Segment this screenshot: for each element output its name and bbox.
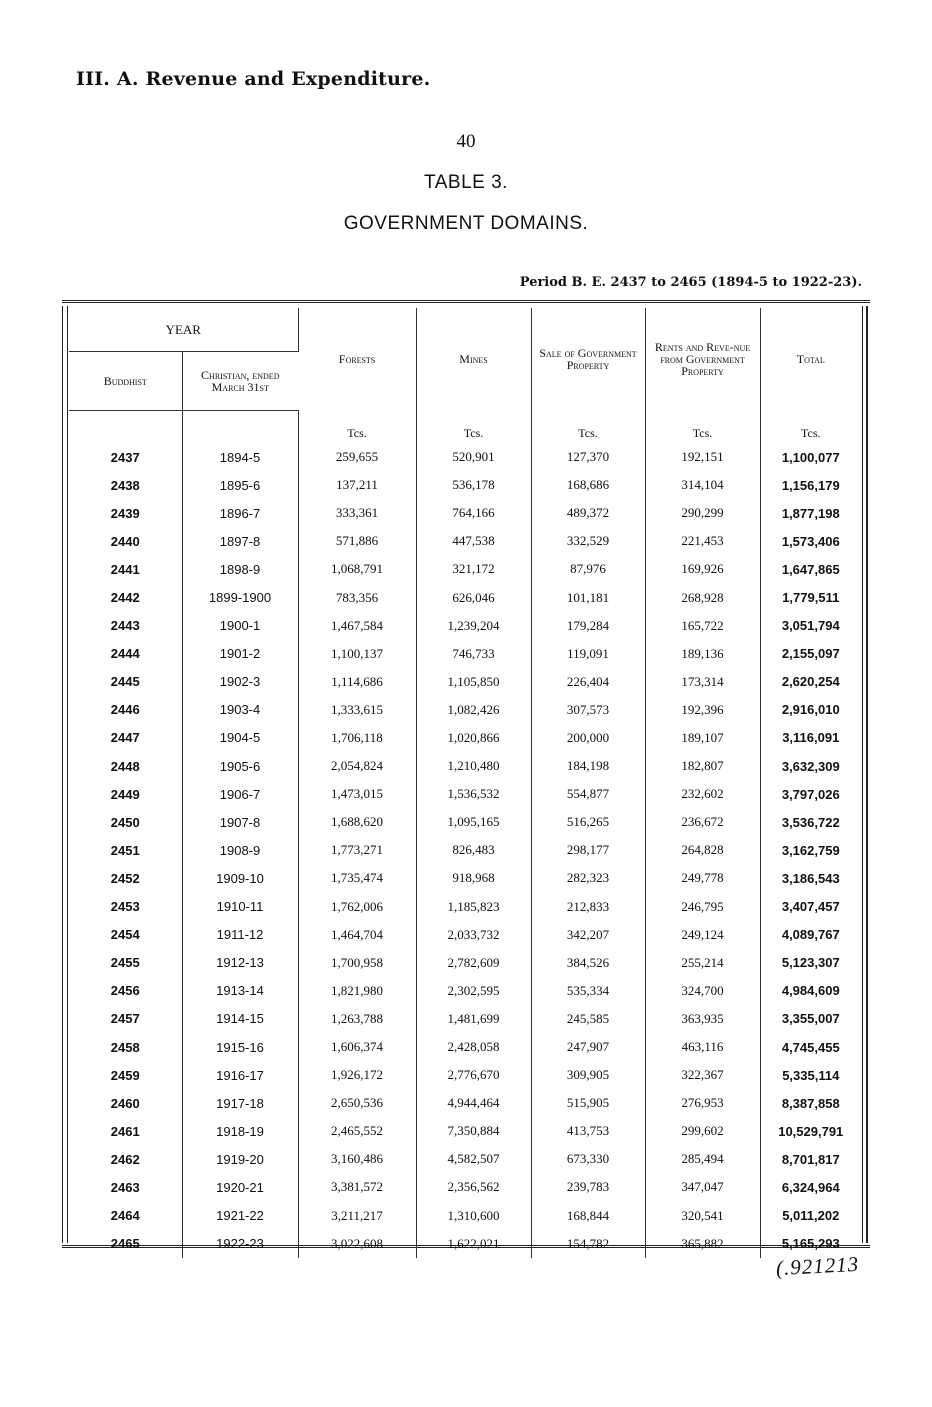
total-cell: 1,877,198 xyxy=(781,505,840,521)
rents-cell: 249,124 xyxy=(645,921,760,949)
sale-cell: 168,686 xyxy=(531,471,645,499)
table-subtitle: GOVERNMENT DOMAINS. xyxy=(343,213,589,234)
table-row xyxy=(69,949,861,977)
rents-cell: 276,953 xyxy=(645,1089,760,1117)
christian-year-cell: 1912-13 xyxy=(182,949,298,977)
forests-cell: 1,735,474 xyxy=(298,864,416,892)
christian-year-cell: 1905-6 xyxy=(182,752,298,780)
buddhist-cell: 2437 xyxy=(69,443,182,471)
table-row xyxy=(69,1173,861,1201)
buddhist-cell: 2464 xyxy=(69,1202,182,1230)
sale-cell: 309,905 xyxy=(531,1061,645,1089)
mines-cell: 2,782,609 xyxy=(416,949,531,977)
table-row xyxy=(69,1089,861,1117)
table-row xyxy=(69,499,861,527)
rents-cell: 255,214 xyxy=(645,949,760,977)
rents-cell: 165,722 xyxy=(645,612,760,640)
sale-cell: 127,370 xyxy=(531,443,645,471)
sale-cell: 516,265 xyxy=(531,808,645,836)
table-row xyxy=(69,977,861,1005)
table-row xyxy=(69,1230,861,1258)
mines-cell: 4,944,464 xyxy=(416,1089,531,1117)
forests-cell: 3,022,608 xyxy=(298,1230,416,1258)
mines-cell: 1,481,699 xyxy=(416,1005,531,1033)
mines-cell: 626,046 xyxy=(416,583,531,611)
total-cell: 2,155,097 xyxy=(781,646,840,662)
section-heading: III. A. Revenue and Expenditure. xyxy=(76,68,431,90)
rents-cell: 285,494 xyxy=(645,1145,760,1173)
sale-cell: 212,833 xyxy=(531,893,645,921)
total-cell: 1,779,511 xyxy=(782,590,840,606)
total-cell: 3,162,759 xyxy=(781,842,840,858)
forests-cell: 1,464,704 xyxy=(298,921,416,949)
forests-cell: 1,068,791 xyxy=(298,555,416,583)
christian-year-cell: 1906-7 xyxy=(182,780,298,808)
forests-cell: 3,381,572 xyxy=(298,1173,416,1201)
units-row xyxy=(69,411,861,444)
table-row xyxy=(69,864,861,892)
mines-cell: 826,483 xyxy=(416,836,531,864)
table-row xyxy=(69,752,861,780)
total-cell: 3,536,722 xyxy=(781,814,840,830)
christian-year-cell: 1911-12 xyxy=(182,921,298,949)
table-row xyxy=(69,527,861,555)
col-header-forests: Forests xyxy=(298,308,416,411)
forests-cell: 333,361 xyxy=(298,499,416,527)
year-group-header: YEAR xyxy=(69,308,298,352)
mines-cell: 536,178 xyxy=(416,471,531,499)
christian-year-cell: 1901-2 xyxy=(182,640,298,668)
sale-cell: 179,284 xyxy=(531,612,645,640)
buddhist-cell: 2456 xyxy=(69,977,182,1005)
rents-cell: 299,602 xyxy=(645,1117,760,1145)
forests-cell: 1,263,788 xyxy=(298,1005,416,1033)
rents-cell: 463,116 xyxy=(645,1033,760,1061)
forests-cell: 1,762,006 xyxy=(298,893,416,921)
table-row xyxy=(69,696,861,724)
total-cell: 3,051,794 xyxy=(781,618,840,634)
buddhist-cell: 2451 xyxy=(69,836,182,864)
mines-cell: 1,210,480 xyxy=(416,752,531,780)
mines-cell: 1,239,204 xyxy=(416,612,531,640)
period-caption: Period B. E. 2437 to 2465 (1894-5 to 1922-23). xyxy=(519,275,862,290)
table-row xyxy=(69,668,861,696)
christian-year-cell: 1917-18 xyxy=(182,1089,298,1117)
mines-cell: 1,020,866 xyxy=(416,724,531,752)
units-cell: Tcs. xyxy=(416,411,531,444)
buddhist-cell: 2459 xyxy=(69,1061,182,1089)
forests-cell: 783,356 xyxy=(298,583,416,611)
page-number: 40 xyxy=(456,131,476,152)
rents-cell: 246,795 xyxy=(645,893,760,921)
table-row xyxy=(69,640,861,668)
total-cell: 5,011,202 xyxy=(782,1208,840,1224)
forests-cell: 1,688,620 xyxy=(298,808,416,836)
col-header-rents: Rents and Reve-nue from Government Property xyxy=(645,308,760,411)
table-row xyxy=(69,1202,861,1230)
col-header-mines: Mines xyxy=(416,308,531,411)
sale-cell: 200,000 xyxy=(531,724,645,752)
total-cell: 2,620,254 xyxy=(781,674,840,690)
total-cell: 3,355,007 xyxy=(781,1011,840,1027)
rents-cell: 173,314 xyxy=(645,668,760,696)
table-row xyxy=(69,808,861,836)
mines-cell: 1,105,850 xyxy=(416,668,531,696)
total-cell: 3,186,543 xyxy=(781,870,840,886)
forests-cell: 3,211,217 xyxy=(298,1202,416,1230)
mines-cell: 2,776,670 xyxy=(416,1061,531,1089)
total-cell: 3,797,026 xyxy=(781,786,840,802)
christian-year-cell: 1922-23 xyxy=(182,1230,298,1258)
total-cell: 6,324,964 xyxy=(781,1179,840,1195)
buddhist-cell: 2445 xyxy=(69,668,182,696)
buddhist-cell: 2458 xyxy=(69,1033,182,1061)
forests-cell: 571,886 xyxy=(298,527,416,555)
total-cell: 5,165,293 xyxy=(781,1236,840,1252)
total-cell: 3,407,457 xyxy=(781,899,840,915)
forests-cell: 1,606,374 xyxy=(298,1033,416,1061)
mines-cell: 520,901 xyxy=(416,443,531,471)
total-cell: 4,745,455 xyxy=(781,1039,840,1055)
sale-cell: 384,526 xyxy=(531,949,645,977)
total-cell: 8,701,817 xyxy=(781,1151,840,1167)
buddhist-cell: 2438 xyxy=(69,471,182,499)
sale-cell: 489,372 xyxy=(531,499,645,527)
units-cell: Tcs. xyxy=(298,411,416,444)
sale-cell: 554,877 xyxy=(531,780,645,808)
sale-cell: 119,091 xyxy=(531,640,645,668)
christian-year-cell: 1918-19 xyxy=(182,1117,298,1145)
mines-cell: 746,733 xyxy=(416,640,531,668)
forests-cell: 1,700,958 xyxy=(298,949,416,977)
sale-cell: 154,782 xyxy=(531,1230,645,1258)
rents-cell: 249,778 xyxy=(645,864,760,892)
table-left-rule xyxy=(62,306,68,1243)
christian-year-cell: 1921-22 xyxy=(182,1202,298,1230)
christian-year-cell: 1909-10 xyxy=(182,864,298,892)
buddhist-cell: 2444 xyxy=(69,640,182,668)
table-row xyxy=(69,893,861,921)
table-row xyxy=(69,583,861,611)
buddhist-cell: 2439 xyxy=(69,499,182,527)
sale-cell: 515,905 xyxy=(531,1089,645,1117)
buddhist-cell: 2447 xyxy=(69,724,182,752)
col-header-sale: Sale of Government Property xyxy=(531,308,645,411)
sale-cell: 413,753 xyxy=(531,1117,645,1145)
rents-cell: 290,299 xyxy=(645,499,760,527)
forests-cell: 2,650,536 xyxy=(298,1089,416,1117)
total-cell: 3,116,091 xyxy=(782,730,840,746)
mines-cell: 321,172 xyxy=(416,555,531,583)
rents-cell: 189,136 xyxy=(645,640,760,668)
mines-cell: 2,302,595 xyxy=(416,977,531,1005)
mines-cell: 4,582,507 xyxy=(416,1145,531,1173)
total-cell: 1,156,179 xyxy=(781,477,840,493)
buddhist-cell: 2461 xyxy=(69,1117,182,1145)
buddhist-cell: 2454 xyxy=(69,921,182,949)
col-header-total: Total xyxy=(796,352,825,367)
forests-cell: 2,054,824 xyxy=(298,752,416,780)
forests-cell: 1,821,980 xyxy=(298,977,416,1005)
forests-cell: 1,773,271 xyxy=(298,836,416,864)
buddhist-cell: 2449 xyxy=(69,780,182,808)
buddhist-cell: 2460 xyxy=(69,1089,182,1117)
rents-cell: 182,807 xyxy=(645,752,760,780)
mines-cell: 2,033,732 xyxy=(416,921,531,949)
christian-year-cell: 1910-11 xyxy=(182,893,298,921)
rents-cell: 268,928 xyxy=(645,583,760,611)
buddhist-cell: 2442 xyxy=(69,583,182,611)
table-row xyxy=(69,471,861,499)
forests-cell: 1,333,615 xyxy=(298,696,416,724)
mines-cell: 1,185,823 xyxy=(416,893,531,921)
rents-cell: 236,672 xyxy=(645,808,760,836)
mines-cell: 764,166 xyxy=(416,499,531,527)
rents-cell: 363,935 xyxy=(645,1005,760,1033)
table-row xyxy=(69,555,861,583)
christian-year-cell: 1914-15 xyxy=(182,1005,298,1033)
mines-cell: 7,350,884 xyxy=(416,1117,531,1145)
christian-year-cell: 1899-1900 xyxy=(182,583,298,611)
table-row xyxy=(69,836,861,864)
christian-year-cell: 1898-9 xyxy=(182,555,298,583)
buddhist-cell: 2462 xyxy=(69,1145,182,1173)
sale-cell: 247,907 xyxy=(531,1033,645,1061)
sale-cell: 342,207 xyxy=(531,921,645,949)
forests-cell: 2,465,552 xyxy=(298,1117,416,1145)
christian-year-cell: 1919-20 xyxy=(182,1145,298,1173)
table-title: TABLE 3. xyxy=(424,172,508,193)
rents-cell: 232,602 xyxy=(645,780,760,808)
table-row xyxy=(69,443,861,471)
forests-cell: 259,655 xyxy=(298,443,416,471)
sale-cell: 226,404 xyxy=(531,668,645,696)
forests-cell: 3,160,486 xyxy=(298,1145,416,1173)
sale-cell: 168,844 xyxy=(531,1202,645,1230)
sale-cell: 282,323 xyxy=(531,864,645,892)
sale-cell: 673,330 xyxy=(531,1145,645,1173)
table-row xyxy=(69,780,861,808)
christian-year-cell: 1902-3 xyxy=(182,668,298,696)
sale-cell: 184,198 xyxy=(531,752,645,780)
christian-year-cell: 1920-21 xyxy=(182,1173,298,1201)
christian-year-cell: 1896-7 xyxy=(182,499,298,527)
total-cell: 5,335,114 xyxy=(782,1067,840,1083)
table-row xyxy=(69,1145,861,1173)
rents-cell: 320,541 xyxy=(645,1202,760,1230)
christian-year-cell: 1907-8 xyxy=(182,808,298,836)
forests-cell: 137,211 xyxy=(298,471,416,499)
total-cell: 8,387,858 xyxy=(781,1095,840,1111)
table-row xyxy=(69,1061,861,1089)
rents-cell: 347,047 xyxy=(645,1173,760,1201)
forests-cell: 1,467,584 xyxy=(298,612,416,640)
rents-cell: 192,396 xyxy=(645,696,760,724)
total-cell: 4,984,609 xyxy=(781,983,840,999)
mines-cell: 1,095,165 xyxy=(416,808,531,836)
table-row xyxy=(69,1005,861,1033)
christian-year-cell: 1904-5 xyxy=(182,724,298,752)
units-cell: Tcs. xyxy=(645,411,760,444)
christian-year-cell: 1913-14 xyxy=(182,977,298,1005)
forests-cell: 1,926,172 xyxy=(298,1061,416,1089)
mines-cell: 1,536,532 xyxy=(416,780,531,808)
buddhist-cell: 2452 xyxy=(69,864,182,892)
sale-cell: 298,177 xyxy=(531,836,645,864)
mines-cell: 2,428,058 xyxy=(416,1033,531,1061)
units-cell: Tcs. xyxy=(801,426,821,440)
rents-cell: 264,828 xyxy=(645,836,760,864)
buddhist-cell: 2446 xyxy=(69,696,182,724)
table-row xyxy=(69,1033,861,1061)
units-cell: Tcs. xyxy=(531,411,645,444)
total-cell: 4,089,767 xyxy=(781,927,840,943)
sale-cell: 535,334 xyxy=(531,977,645,1005)
sale-cell: 239,783 xyxy=(531,1173,645,1201)
buddhist-cell: 2440 xyxy=(69,527,182,555)
forests-cell: 1,473,015 xyxy=(298,780,416,808)
buddhist-cell: 2457 xyxy=(69,1005,182,1033)
christian-year-cell: 1895-6 xyxy=(182,471,298,499)
christian-year-cell: 1900-1 xyxy=(182,612,298,640)
forests-cell: 1,114,686 xyxy=(298,668,416,696)
christian-year-cell: 1915-16 xyxy=(182,1033,298,1061)
sale-cell: 332,529 xyxy=(531,527,645,555)
rents-cell: 221,453 xyxy=(645,527,760,555)
table-row xyxy=(69,724,861,752)
table-row xyxy=(69,921,861,949)
handwritten-annotation: (.921213 xyxy=(775,1251,860,1281)
government-domains-table xyxy=(69,308,861,1258)
total-cell: 1,573,406 xyxy=(781,533,840,549)
buddhist-cell: 2450 xyxy=(69,808,182,836)
units-cell xyxy=(69,411,182,444)
mines-cell: 2,356,562 xyxy=(416,1173,531,1201)
buddhist-cell: 2465 xyxy=(69,1230,182,1258)
table-row xyxy=(69,612,861,640)
christian-year-cell: 1908-9 xyxy=(182,836,298,864)
total-cell: 3,632,309 xyxy=(781,758,840,774)
rents-cell: 322,367 xyxy=(645,1061,760,1089)
rents-cell: 189,107 xyxy=(645,724,760,752)
rents-cell: 324,700 xyxy=(645,977,760,1005)
christian-year-cell: 1903-4 xyxy=(182,696,298,724)
mines-cell: 918,968 xyxy=(416,864,531,892)
mines-cell: 1,310,600 xyxy=(416,1202,531,1230)
rents-cell: 192,151 xyxy=(645,443,760,471)
col-header-buddhist: Buddhist xyxy=(69,352,182,411)
mines-cell: 1,082,426 xyxy=(416,696,531,724)
buddhist-cell: 2441 xyxy=(69,555,182,583)
rents-cell: 314,104 xyxy=(645,471,760,499)
christian-year-cell: 1916-17 xyxy=(182,1061,298,1089)
table-row xyxy=(69,1117,861,1145)
total-cell: 10,529,791 xyxy=(778,1123,844,1139)
buddhist-cell: 2453 xyxy=(69,893,182,921)
forests-cell: 1,100,137 xyxy=(298,640,416,668)
table-right-rule xyxy=(862,306,868,1243)
sale-cell: 245,585 xyxy=(531,1005,645,1033)
col-header-christian: Christian, ended March 31st xyxy=(182,352,298,411)
buddhist-cell: 2448 xyxy=(69,752,182,780)
buddhist-cell: 2455 xyxy=(69,949,182,977)
total-cell: 1,647,865 xyxy=(781,561,840,577)
forests-cell: 1,706,118 xyxy=(298,724,416,752)
sale-cell: 307,573 xyxy=(531,696,645,724)
christian-year-cell: 1897-8 xyxy=(182,527,298,555)
rents-cell: 365,882 xyxy=(645,1230,760,1258)
christian-year-cell: 1894-5 xyxy=(182,443,298,471)
total-cell: 5,123,307 xyxy=(781,955,840,971)
buddhist-cell: 2443 xyxy=(69,612,182,640)
total-cell: 2,916,010 xyxy=(781,702,840,718)
rents-cell: 169,926 xyxy=(645,555,760,583)
buddhist-cell: 2463 xyxy=(69,1173,182,1201)
total-cell: 1,100,077 xyxy=(781,449,840,465)
sale-cell: 87,976 xyxy=(531,555,645,583)
units-cell xyxy=(182,411,298,444)
sale-cell: 101,181 xyxy=(531,583,645,611)
mines-cell: 447,538 xyxy=(416,527,531,555)
mines-cell: 1,622,021 xyxy=(416,1230,531,1258)
